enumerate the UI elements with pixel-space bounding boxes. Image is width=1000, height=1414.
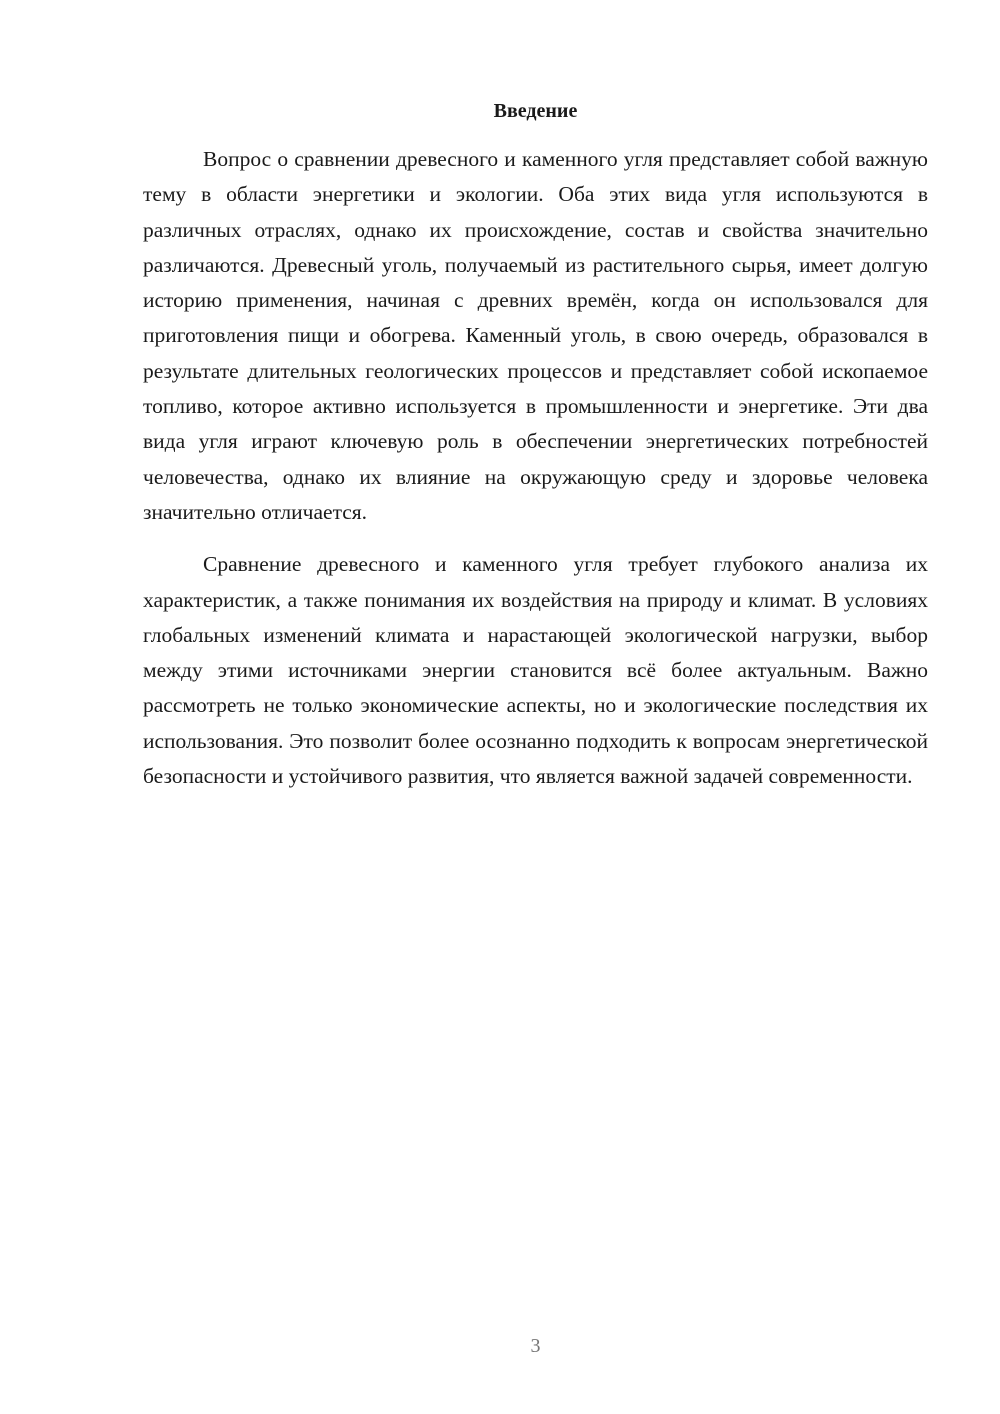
page-number: 3 — [530, 1335, 541, 1357]
body-text — [143, 142, 928, 794]
paragraph-2: Сравнение древесного и каменного угля требует глубокого анализа их характеристик, а также понимания их воздействия на природу и климат. В условиях глобальных изменений климата и нарастающей экологической нагрузки, выбор между этими источниками энергии становится всё более актуальным. Важно рассмотреть не только экономические аспекты, но и экологические последствия их использования. Это позволит более осознанно подходить к вопросам энергетической безопасности и устойчивого развития, что является важной задачей современности. — [143, 552, 928, 789]
paragraph-1: Вопрос о сравнении древесного и каменного угля представляет собой важную тему в области энергетики и экологии. Оба этих вида угля используются в различных отраслях, однако их происхождение, состав и свойства значительно различаются. Древесный уголь, получаемый из растительного сырья, имеет долгую историю применения, начиная с древних времён, когда он использовался для приготовления пищи и обогрева. Каменный уголь, в свою очередь, образовался в результате длительных геологических процессов и представляет собой ископаемое топливо, которое активно используется в промышленности и энергетике. Эти два вида угля играют ключевую роль в обеспечении энергетических потребностей человечества, однако их влияние на окружающую среду и здоровье человека значительно отличается. — [143, 147, 928, 524]
section-heading: Введение — [493, 100, 578, 122]
